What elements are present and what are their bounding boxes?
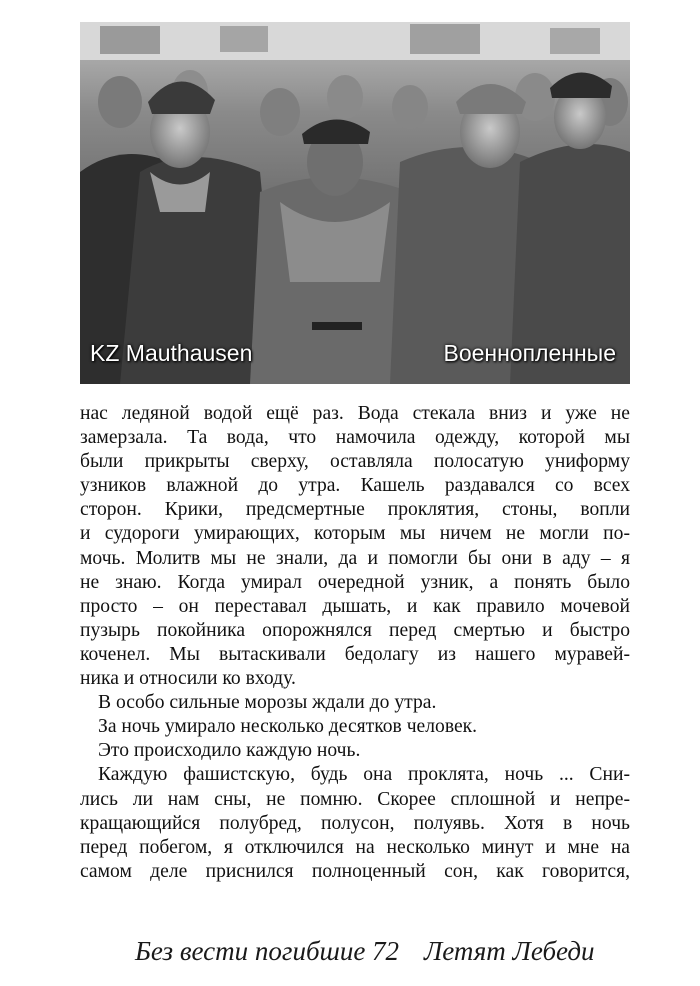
footer-series-title: Летят Лебеди xyxy=(424,936,595,966)
text-line: и судороги умирающих, которым мы ничем не могли по- xyxy=(80,523,630,545)
photo-image xyxy=(80,22,630,384)
text-line: За ночь умирало несколько десятков человек. xyxy=(98,716,478,738)
text-line: нас ледяной водой ещё раз. Вода стекала вниз и уже не xyxy=(80,403,630,424)
text-line: самом деле приснился полноценный сон, как говорится, xyxy=(80,860,630,882)
text-line: пузырь покойника опорожнялся перед смертью и быстро xyxy=(80,619,630,641)
page-footer xyxy=(80,936,630,976)
photo-caption-right: Военнопленные xyxy=(443,340,616,366)
text-line: лись ли нам сны, не помню. Скорее сплошной и непре- xyxy=(80,788,630,810)
text-line: узников влажной до утра. Кашель раздавался со всех xyxy=(80,475,630,497)
text-line: замерзала. Та вода, что намочила одежду, которой мы xyxy=(80,427,630,449)
text-line: мочь. Молитв мы не знали, да и помогли бы они в аду – я xyxy=(80,547,630,569)
text-line: сторон. Крики, предсмертные проклятия, стоны, вопли xyxy=(80,499,630,521)
page-number: 72 xyxy=(372,936,399,966)
text-line: В особо сильные морозы ждали до утра. xyxy=(98,692,437,714)
body-text xyxy=(80,402,630,884)
text-line: просто – он переставал дышать, и как правило мочевой xyxy=(80,595,630,617)
photo-prisoners xyxy=(80,22,630,384)
text-line: Это происходило каждую ночь. xyxy=(98,740,361,762)
text-line: были прикрыты сверху, оставляла полосатую униформу xyxy=(80,451,630,473)
text-line: Каждую фашистскую, будь она проклята, ночь ... Сни- xyxy=(98,764,630,786)
text-line: ника и относили ко входу. xyxy=(80,668,296,690)
text-line: перед побегом, я отключился на несколько минут и мне на xyxy=(80,836,630,858)
text-line: не знаю. Когда умирал очередной узник, а понять было xyxy=(80,571,630,593)
photo-caption-left: KZ Mauthausen xyxy=(90,340,253,366)
text-line: кращающийся полубред, полусон, полуявь. Хотя в ночь xyxy=(80,812,630,834)
text-line: коченел. Мы вытаскивали бедолагу из нашего муравей- xyxy=(80,643,630,665)
footer-book-title: Без вести погибшие xyxy=(135,936,366,966)
